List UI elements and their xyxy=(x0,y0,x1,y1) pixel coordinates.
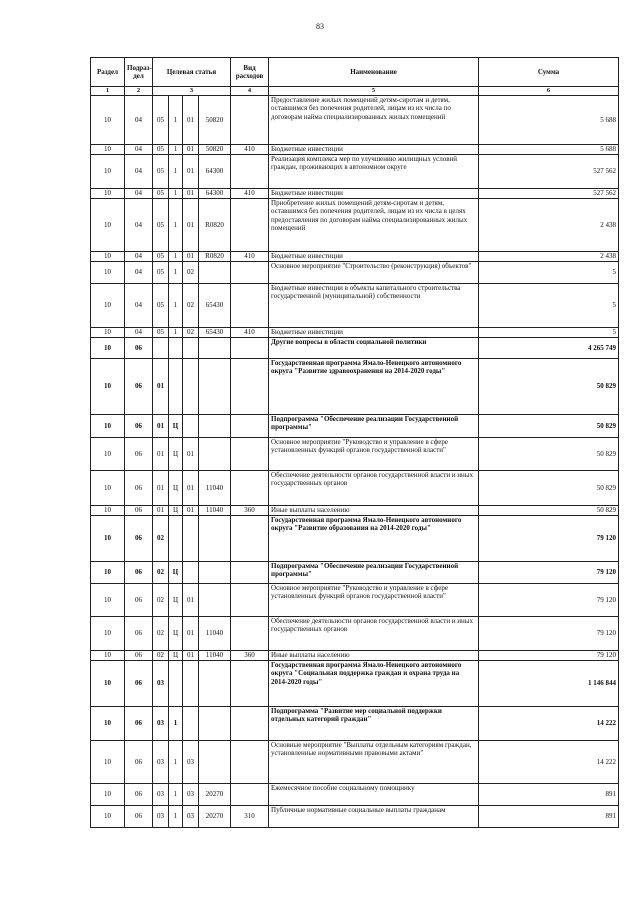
cell-celevaya-2: Ц xyxy=(169,584,183,617)
cell-podrazdel: 06 xyxy=(125,617,153,651)
cell-celevaya-4 xyxy=(199,415,231,438)
cell-celevaya-3 xyxy=(183,661,199,707)
cell-vid xyxy=(231,584,269,617)
table-row xyxy=(91,155,619,189)
cell-name: Бюджетные инвестиции xyxy=(269,252,479,262)
cell-podrazdel: 04 xyxy=(125,145,153,155)
cell-podrazdel: 04 xyxy=(125,328,153,338)
cell-name: Бюджетные инвестиции в объекты капитального строительства государственной (муниципальной) собственности xyxy=(269,284,479,328)
cell-celevaya-4: R0820 xyxy=(199,252,231,262)
cell-vid: 310 xyxy=(231,806,269,828)
cell-sum: 891 xyxy=(479,784,619,806)
index-cell: 4 xyxy=(231,87,269,96)
cell-razdel: 10 xyxy=(91,438,125,471)
header-razdel: Раздел xyxy=(91,58,125,87)
cell-vid xyxy=(231,155,269,189)
cell-celevaya-2: 1 xyxy=(169,741,183,784)
cell-podrazdel: 06 xyxy=(125,651,153,661)
cell-sum: 891 xyxy=(479,806,619,828)
cell-celevaya-3: 01 xyxy=(183,252,199,262)
cell-vid xyxy=(231,359,269,415)
cell-sum: 50 829 xyxy=(479,438,619,471)
cell-razdel: 10 xyxy=(91,471,125,506)
header-row xyxy=(91,58,619,87)
cell-celevaya-2: Ц xyxy=(169,617,183,651)
cell-podrazdel: 04 xyxy=(125,189,153,199)
cell-celevaya-2: Ц xyxy=(169,438,183,471)
cell-celevaya-3: 01 xyxy=(183,506,199,516)
cell-name: Подпрограмма "Обеспечение реализации Государственной программы" xyxy=(269,562,479,584)
cell-celevaya-4: 50820 xyxy=(199,145,231,155)
cell-razdel: 10 xyxy=(91,338,125,359)
cell-name: Основное мероприятие "Строительство (реконструкция) объектов" xyxy=(269,262,479,284)
cell-celevaya-2: Ц xyxy=(169,506,183,516)
cell-razdel: 10 xyxy=(91,506,125,516)
cell-podrazdel: 06 xyxy=(125,471,153,506)
cell-celevaya-2: 1 xyxy=(169,199,183,252)
cell-sum: 527 562 xyxy=(479,189,619,199)
cell-razdel: 10 xyxy=(91,262,125,284)
cell-celevaya-4: 11040 xyxy=(199,471,231,506)
table-row xyxy=(91,562,619,584)
cell-razdel: 10 xyxy=(91,284,125,328)
cell-celevaya-1: 03 xyxy=(153,806,169,828)
cell-celevaya-2 xyxy=(169,338,183,359)
cell-razdel: 10 xyxy=(91,584,125,617)
cell-celevaya-2: 1 xyxy=(169,784,183,806)
table-row xyxy=(91,96,619,145)
cell-podrazdel: 04 xyxy=(125,96,153,145)
cell-name: Бюджетные инвестиции xyxy=(269,328,479,338)
cell-celevaya-3 xyxy=(183,415,199,438)
table-row xyxy=(91,651,619,661)
cell-celevaya-2: 1 xyxy=(169,189,183,199)
cell-vid xyxy=(231,516,269,562)
cell-razdel: 10 xyxy=(91,415,125,438)
cell-celevaya-2: Ц xyxy=(169,562,183,584)
cell-celevaya-1: 01 xyxy=(153,415,169,438)
cell-sum: 50 829 xyxy=(479,471,619,506)
cell-celevaya-1: 02 xyxy=(153,584,169,617)
table-row xyxy=(91,189,619,199)
cell-razdel: 10 xyxy=(91,784,125,806)
header-podrazdel: Подраз-дел xyxy=(125,58,153,87)
index-cell: 2 xyxy=(125,87,153,96)
cell-vid xyxy=(231,96,269,145)
cell-name: Подпрограмма "Обеспечение реализации Государственной программы" xyxy=(269,415,479,438)
index-cell: 3 xyxy=(153,87,231,96)
cell-name: Подпрограмма "Развитие мер социальной поддержки отдельных категорий граждан" xyxy=(269,707,479,741)
header-celevaya: Целевая статья xyxy=(153,58,231,87)
cell-celevaya-3 xyxy=(183,707,199,741)
table-row xyxy=(91,584,619,617)
cell-razdel: 10 xyxy=(91,707,125,741)
table-row xyxy=(91,806,619,828)
index-cell: 6 xyxy=(479,87,619,96)
cell-celevaya-3: 01 xyxy=(183,155,199,189)
cell-podrazdel: 06 xyxy=(125,338,153,359)
cell-razdel: 10 xyxy=(91,359,125,415)
cell-sum: 5 xyxy=(479,284,619,328)
cell-celevaya-3: 02 xyxy=(183,328,199,338)
cell-razdel: 10 xyxy=(91,199,125,252)
cell-sum: 4 265 749 xyxy=(479,338,619,359)
cell-celevaya-1: 01 xyxy=(153,506,169,516)
cell-celevaya-3: 01 xyxy=(183,651,199,661)
cell-celevaya-4 xyxy=(199,438,231,471)
table-row xyxy=(91,661,619,707)
cell-podrazdel: 06 xyxy=(125,506,153,516)
cell-celevaya-1: 05 xyxy=(153,262,169,284)
cell-sum: 79 120 xyxy=(479,617,619,651)
cell-vid xyxy=(231,415,269,438)
cell-celevaya-3: 02 xyxy=(183,284,199,328)
cell-razdel: 10 xyxy=(91,617,125,651)
cell-celevaya-2: 1 xyxy=(169,328,183,338)
cell-razdel: 10 xyxy=(91,651,125,661)
cell-celevaya-4 xyxy=(199,707,231,741)
cell-celevaya-1: 05 xyxy=(153,155,169,189)
cell-celevaya-2: 1 xyxy=(169,284,183,328)
cell-podrazdel: 06 xyxy=(125,806,153,828)
cell-celevaya-3 xyxy=(183,562,199,584)
cell-name: Публичные нормативные социальные выплаты гражданам xyxy=(269,806,479,828)
cell-celevaya-4 xyxy=(199,338,231,359)
cell-name: Основное мероприятие "Руководство и управление в сфере установленных функций органов государственной власти" xyxy=(269,438,479,471)
cell-razdel: 10 xyxy=(91,155,125,189)
cell-celevaya-2: Ц xyxy=(169,415,183,438)
cell-name: Обеспечение деятельности органов государственной власти и иных государственных органов xyxy=(269,471,479,506)
cell-vid xyxy=(231,199,269,252)
cell-celevaya-1: 01 xyxy=(153,359,169,415)
cell-celevaya-1: 05 xyxy=(153,96,169,145)
header-sum: Сумма xyxy=(479,58,619,87)
cell-sum: 2 438 xyxy=(479,199,619,252)
cell-sum: 14 222 xyxy=(479,741,619,784)
cell-celevaya-2 xyxy=(169,661,183,707)
cell-podrazdel: 04 xyxy=(125,252,153,262)
cell-razdel: 10 xyxy=(91,328,125,338)
table-row xyxy=(91,145,619,155)
cell-razdel: 10 xyxy=(91,661,125,707)
cell-celevaya-3 xyxy=(183,338,199,359)
cell-sum: 5 688 xyxy=(479,145,619,155)
cell-celevaya-2: Ц xyxy=(169,651,183,661)
cell-celevaya-4 xyxy=(199,359,231,415)
cell-razdel: 10 xyxy=(91,741,125,784)
cell-celevaya-4: 50820 xyxy=(199,96,231,145)
cell-vid xyxy=(231,562,269,584)
cell-podrazdel: 06 xyxy=(125,784,153,806)
cell-name: Предоставление жилых помещений детям-сиротам и детям, оставшимся без попечения родителей, лицам из их числа по договорам найма специализированных жилых помещений xyxy=(269,96,479,145)
cell-vid xyxy=(231,741,269,784)
cell-sum: 1 146 844 xyxy=(479,661,619,707)
cell-podrazdel: 06 xyxy=(125,661,153,707)
table-row xyxy=(91,338,619,359)
cell-celevaya-1: 03 xyxy=(153,661,169,707)
cell-celevaya-1: 03 xyxy=(153,707,169,741)
cell-vid xyxy=(231,262,269,284)
cell-name: Реализация комплекса мер по улучшению жилищных условий граждан, проживающих в автономном округе xyxy=(269,155,479,189)
cell-celevaya-3: 01 xyxy=(183,617,199,651)
cell-celevaya-1: 02 xyxy=(153,562,169,584)
cell-podrazdel: 06 xyxy=(125,562,153,584)
table-row xyxy=(91,516,619,562)
cell-name: Основное мероприятие "Руководство и управление в сфере установленных функций органов государственной власти" xyxy=(269,584,479,617)
cell-razdel: 10 xyxy=(91,96,125,145)
cell-celevaya-3: 02 xyxy=(183,262,199,284)
cell-podrazdel: 06 xyxy=(125,359,153,415)
cell-celevaya-2 xyxy=(169,516,183,562)
cell-vid xyxy=(231,338,269,359)
cell-celevaya-1: 01 xyxy=(153,471,169,506)
cell-celevaya-3: 01 xyxy=(183,199,199,252)
cell-celevaya-1: 02 xyxy=(153,651,169,661)
cell-celevaya-4 xyxy=(199,584,231,617)
cell-sum: 527 562 xyxy=(479,155,619,189)
cell-razdel: 10 xyxy=(91,189,125,199)
cell-celevaya-2: 1 xyxy=(169,806,183,828)
cell-celevaya-1: 05 xyxy=(153,189,169,199)
table-row xyxy=(91,438,619,471)
cell-celevaya-3 xyxy=(183,359,199,415)
cell-sum: 50 829 xyxy=(479,506,619,516)
cell-celevaya-4: 20270 xyxy=(199,806,231,828)
cell-celevaya-4: R0820 xyxy=(199,199,231,252)
cell-name: Иные выплаты населению xyxy=(269,651,479,661)
cell-podrazdel: 06 xyxy=(125,438,153,471)
cell-name: Основные мероприятие "Выплаты отдельным категориям граждан, установленные нормативными правовыми актами" xyxy=(269,741,479,784)
table-row xyxy=(91,415,619,438)
table-row xyxy=(91,284,619,328)
table-body xyxy=(91,96,619,828)
cell-celevaya-4: 65430 xyxy=(199,328,231,338)
table-row xyxy=(91,199,619,252)
cell-celevaya-3: 01 xyxy=(183,145,199,155)
table-row xyxy=(91,784,619,806)
cell-name: Обеспечение деятельности органов государственной власти и иных государственных органов xyxy=(269,617,479,651)
table-row xyxy=(91,506,619,516)
cell-celevaya-4: 11040 xyxy=(199,651,231,661)
cell-celevaya-4 xyxy=(199,562,231,584)
cell-celevaya-1: 01 xyxy=(153,438,169,471)
cell-celevaya-2: 1 xyxy=(169,96,183,145)
cell-name: Бюджетные инвестиции xyxy=(269,189,479,199)
cell-vid: 410 xyxy=(231,328,269,338)
cell-sum: 79 120 xyxy=(479,651,619,661)
cell-celevaya-3: 01 xyxy=(183,584,199,617)
cell-podrazdel: 06 xyxy=(125,584,153,617)
header-name: Наименование xyxy=(269,58,479,87)
index-cell: 5 xyxy=(269,87,479,96)
cell-celevaya-1: 03 xyxy=(153,784,169,806)
cell-celevaya-2: 1 xyxy=(169,707,183,741)
cell-podrazdel: 04 xyxy=(125,155,153,189)
cell-name: Бюджетные инвестиции xyxy=(269,145,479,155)
cell-podrazdel: 04 xyxy=(125,284,153,328)
cell-razdel: 10 xyxy=(91,145,125,155)
cell-podrazdel: 04 xyxy=(125,262,153,284)
cell-podrazdel: 06 xyxy=(125,415,153,438)
cell-vid xyxy=(231,471,269,506)
cell-sum: 79 120 xyxy=(479,562,619,584)
cell-podrazdel: 06 xyxy=(125,707,153,741)
cell-name: Государственная программа Ямало-Ненецкого автономного округа "Развитие образования на 2014-2020 годы" xyxy=(269,516,479,562)
page-number: 83 xyxy=(316,22,324,31)
cell-celevaya-3: 03 xyxy=(183,741,199,784)
cell-celevaya-2: Ц xyxy=(169,471,183,506)
cell-celevaya-4: 11040 xyxy=(199,506,231,516)
cell-vid xyxy=(231,661,269,707)
cell-sum: 79 120 xyxy=(479,584,619,617)
table-row xyxy=(91,359,619,415)
cell-sum: 5 xyxy=(479,328,619,338)
cell-celevaya-3: 01 xyxy=(183,438,199,471)
cell-celevaya-1: 05 xyxy=(153,252,169,262)
cell-name: Другие вопросы в области социальной политики xyxy=(269,338,479,359)
cell-celevaya-2: 1 xyxy=(169,262,183,284)
cell-celevaya-4: 65430 xyxy=(199,284,231,328)
cell-vid xyxy=(231,438,269,471)
cell-vid: 410 xyxy=(231,189,269,199)
table-row xyxy=(91,252,619,262)
cell-celevaya-2: 1 xyxy=(169,252,183,262)
cell-vid: 410 xyxy=(231,252,269,262)
cell-sum: 50 829 xyxy=(479,415,619,438)
index-row xyxy=(91,87,619,96)
cell-celevaya-1: 02 xyxy=(153,516,169,562)
cell-podrazdel: 06 xyxy=(125,741,153,784)
cell-razdel: 10 xyxy=(91,252,125,262)
cell-celevaya-2: 1 xyxy=(169,155,183,189)
cell-name: Ежемесячное пособие социальному помощнику xyxy=(269,784,479,806)
cell-celevaya-4 xyxy=(199,516,231,562)
cell-sum: 5 xyxy=(479,262,619,284)
cell-celevaya-4: 64300 xyxy=(199,189,231,199)
cell-celevaya-4 xyxy=(199,741,231,784)
table-row xyxy=(91,707,619,741)
cell-celevaya-4: 20270 xyxy=(199,784,231,806)
cell-razdel: 10 xyxy=(91,516,125,562)
cell-name: Государственная программа Ямало-Ненецкого автономного округа "Социальная поддержка граждан и охрана труда на 2014-2020 годы" xyxy=(269,661,479,707)
cell-celevaya-2: 1 xyxy=(169,145,183,155)
cell-celevaya-1: 05 xyxy=(153,284,169,328)
cell-razdel: 10 xyxy=(91,806,125,828)
table-row xyxy=(91,328,619,338)
cell-celevaya-3: 01 xyxy=(183,189,199,199)
cell-celevaya-2 xyxy=(169,359,183,415)
cell-celevaya-3 xyxy=(183,516,199,562)
table-row xyxy=(91,617,619,651)
cell-celevaya-4 xyxy=(199,661,231,707)
cell-podrazdel: 06 xyxy=(125,516,153,562)
budget-table xyxy=(90,57,619,828)
cell-vid xyxy=(231,784,269,806)
cell-celevaya-1: 02 xyxy=(153,617,169,651)
cell-name: Государственная программа Ямало-Ненецкого автономного округа "Развитие здравоохранения на 2014-2020 годы" xyxy=(269,359,479,415)
cell-celevaya-4: 11040 xyxy=(199,617,231,651)
cell-celevaya-3: 01 xyxy=(183,96,199,145)
cell-name: Иные выплаты населению xyxy=(269,506,479,516)
cell-sum: 79 120 xyxy=(479,516,619,562)
cell-razdel: 10 xyxy=(91,562,125,584)
cell-celevaya-1: 03 xyxy=(153,741,169,784)
cell-celevaya-1: 05 xyxy=(153,328,169,338)
cell-celevaya-3: 03 xyxy=(183,806,199,828)
cell-vid: 410 xyxy=(231,145,269,155)
table-row xyxy=(91,471,619,506)
table-row xyxy=(91,741,619,784)
cell-celevaya-1: 05 xyxy=(153,145,169,155)
cell-sum: 5 688 xyxy=(479,96,619,145)
cell-podrazdel: 04 xyxy=(125,199,153,252)
cell-celevaya-3: 03 xyxy=(183,784,199,806)
cell-vid xyxy=(231,284,269,328)
cell-celevaya-3: 01 xyxy=(183,471,199,506)
cell-celevaya-1 xyxy=(153,338,169,359)
cell-sum: 50 829 xyxy=(479,359,619,415)
header-vid: Вид расходов xyxy=(231,58,269,87)
cell-celevaya-4: 64300 xyxy=(199,155,231,189)
cell-vid xyxy=(231,707,269,741)
cell-vid: 360 xyxy=(231,651,269,661)
cell-sum: 2 438 xyxy=(479,252,619,262)
cell-sum: 14 222 xyxy=(479,707,619,741)
cell-name: Приобретение жилых помещений детям-сиротам и детям, оставшимся без попечения родителей, лицам из их числа в целях предоставления по договорам найма специализированных жилых помещений xyxy=(269,199,479,252)
cell-vid: 360 xyxy=(231,506,269,516)
cell-celevaya-4 xyxy=(199,262,231,284)
index-cell: 1 xyxy=(91,87,125,96)
cell-vid xyxy=(231,617,269,651)
table-row xyxy=(91,262,619,284)
cell-celevaya-1: 05 xyxy=(153,199,169,252)
